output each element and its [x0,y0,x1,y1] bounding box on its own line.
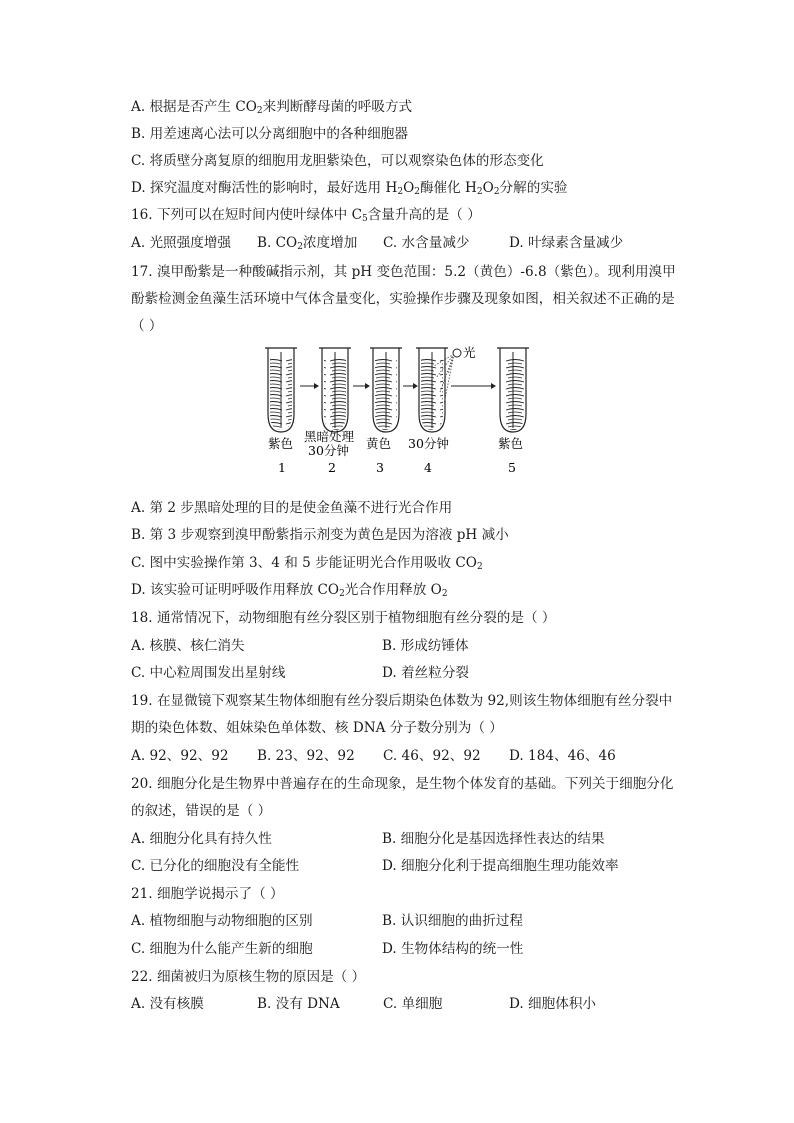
light-source-icon [453,349,461,357]
q19-option-b: B. 23、92、92 [257,748,355,764]
q20-stem-line2: 的叙述，错误的是（ ） [131,803,272,819]
q20-stem-line1: 20. 细胞分化是生物界中普遍存在的生命现象，是生物个体发育的基础。下列关于细胞分化 [131,776,674,792]
test-tube-5 [497,348,529,432]
arrow-3-4 [403,383,418,389]
tube-3-color-label: 黄色 [366,436,392,451]
q16-options [131,233,651,253]
q16-option-c: C. 水含量减少 [383,235,470,251]
q18-option-d: D. 着丝粒分裂 [382,665,470,681]
q16-stem: 16. 下列可以在短时间内使叶绿体中 $C_5$含量升高的是（ ） [131,207,481,224]
q18-option-b: B. 形成纺锤体 [382,638,469,654]
q17-option-a: A. 第 2 步黑暗处理的目的是使金鱼藻不进行光合作用 [131,500,453,516]
step-number-3: 3 [376,460,384,475]
q18-option-c: C. 中心粒周围发出星射线 [131,665,286,681]
test-tube-figure [262,344,542,478]
q19-stem-line1: 19. 在显微镜下观察某生物体细胞有丝分裂后期染色体数为 92,则该生物体细胞有丝分裂中 [131,693,673,709]
step-number-1: 1 [278,460,286,475]
q22-option-d: D. 细胞体积小 [509,996,597,1012]
q18-options-row1 [131,636,651,656]
step-number-2: 2 [328,460,336,475]
q22-option-a: A. 没有核膜 [131,996,204,1012]
q15-option-a: A. 根据是否产生 $CO_2$来判断酵母菌的呼吸方式 [131,99,413,116]
q19-option-a: A. 92、92、92 [131,748,229,764]
q19-option-d: D. 184、46、46 [509,748,616,764]
test-tube-2 [319,348,351,432]
q20-options-row2 [131,856,651,876]
q20-option-a: A. 细胞分化具有持久性 [131,831,272,847]
tube-5-color-label: 紫色 [498,436,524,451]
light-duration-label: 30分钟 [408,436,449,451]
q15-option-b: B. 用差速离心法可以分离细胞中的各种细胞器 [131,126,408,142]
q21-option-a: A. 植物细胞与动物细胞的区别 [131,913,313,929]
q19-stem-line2: 期的染色体数、姐妹染色单体数、核 DNA 分子数分别为（ ） [131,720,503,736]
q15-option-d: D. 探究温度对酶活性的影响时，最好选用 $H_2O_2$酶催化 $H_2O_2$分解的实验 [131,180,568,197]
q17-stem-line3: （ ） [131,318,163,334]
q17-option-c: C. 图中实验操作第 3、4 和 5 步能证明光合作用吸收 $CO_2$ [131,555,483,572]
q18-stem: 18. 通常情况下，动物细胞有丝分裂区别于植物细胞有丝分裂的是（ ） [131,610,556,626]
q20-options-row1 [131,829,651,849]
q19-option-c: C. 46、92、92 [383,748,481,764]
q21-options-row2 [131,939,651,959]
q21-stem: 21. 细胞学说揭示了（ ） [131,886,284,902]
arrow-4-5 [451,383,496,389]
q19-options [131,746,651,766]
q17-option-d: D. 该实验可证明呼吸作用释放 $CO_2$光合作用释放 $O_2$ [131,582,448,599]
q21-option-c: C. 细胞为什么能产生新的细胞 [131,941,313,957]
q20-option-c: C. 已分化的细胞没有全能性 [131,858,300,874]
q16-option-a: A. 光照强度增强 [131,235,232,251]
q17-stem-line2: 酚紫检测金鱼藻生活环境中气体含量变化，实验操作步骤及现象如图，相关叙述不正确的是 [131,291,675,307]
q18-options-row2 [131,663,651,683]
q20-option-b: B. 细胞分化是基因选择性表达的结果 [382,831,605,847]
q20-option-d: D. 细胞分化利于提高细胞生理功能效率 [382,858,619,874]
test-tube-3 [370,348,402,432]
q18-option-a: A. 核膜、核仁消失 [131,638,245,654]
q22-options [131,994,651,1014]
arrow-2-3 [353,383,370,389]
dark-duration-label: 30分钟 [308,443,349,458]
q22-option-c: C. 单细胞 [383,996,443,1012]
q16-option-b: B. $CO_2$浓度增加 [257,235,358,252]
arrow-1-2 [300,383,319,389]
step-number-5: 5 [508,460,516,475]
q17-stem-line1: 17. 溴甲酚紫是一种酸碱指示剂，其 pH 变色范围：5.2（黄色）-6.8（紫色）。现利用溴甲 [131,264,676,280]
light-label: 光 [463,345,476,360]
dark-treatment-label: 黑暗处理 [304,429,355,444]
q22-option-b: B. 没有 DNA [257,996,340,1012]
q21-option-b: B. 认识细胞的曲折过程 [382,913,523,929]
q15-option-c: C. 将质壁分离复原的细胞用龙胆紫染色，可以观察染色体的形态变化 [131,153,544,169]
q17-option-b: B. 第 3 步观察到溴甲酚紫指示剂变为黄色是因为溶液 pH 减小 [131,527,509,543]
q22-stem: 22. 细菌被归为原核生物的原因是（ ） [131,969,366,985]
q21-options-row1 [131,911,651,931]
q16-option-d: D. 叶绿素含量减少 [509,235,624,251]
tube-1-color-label: 紫色 [268,436,294,451]
q21-option-d: D. 生物体结构的统一性 [382,941,524,957]
step-number-4: 4 [424,460,432,475]
test-tube-1 [265,348,297,432]
